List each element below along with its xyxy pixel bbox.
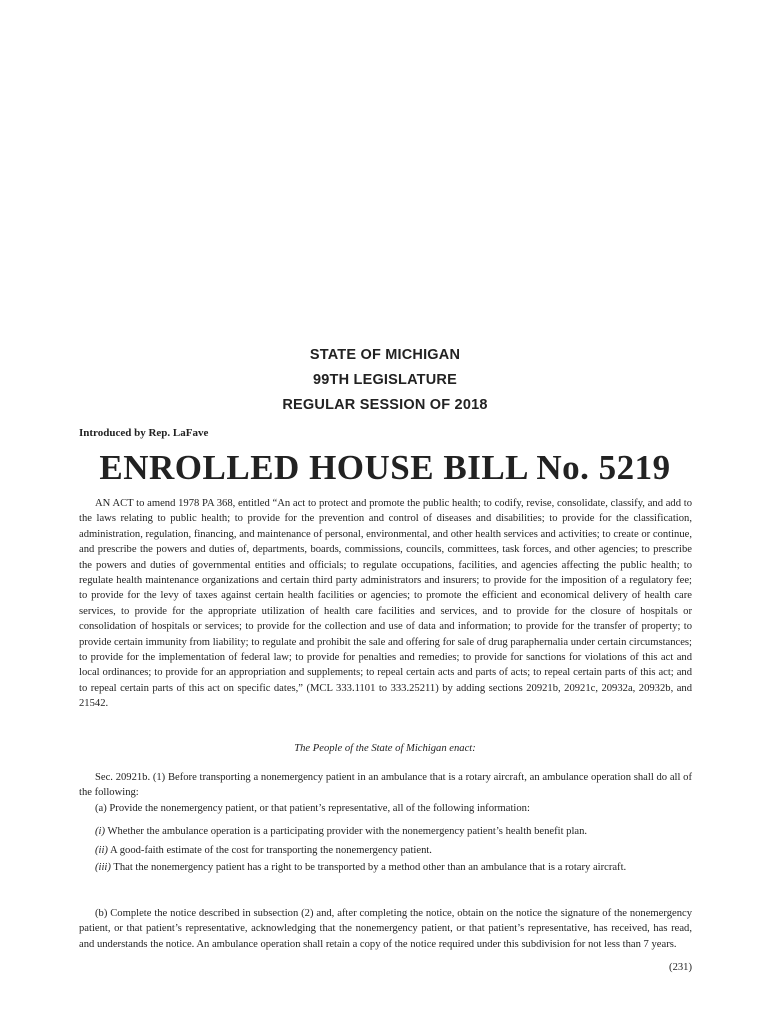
subparagraph-iii-text: That the nonemergency patient has a right to be transported by a method other than an ambulance that is a rotary aircraft. bbox=[110, 862, 627, 873]
subdivision-a: (a) Provide the nonemergency patient, or that patient’s representative, all of the following information: bbox=[95, 803, 530, 814]
subparagraph-i-text: Whether the ambulance operation is a participating provider with the nonemergency patient’s health benefit plan. bbox=[105, 826, 588, 837]
page-number: (231) bbox=[669, 962, 692, 973]
enacting-clause: The People of the State of Michigan enact: bbox=[294, 743, 476, 754]
subparagraph-i bbox=[79, 824, 692, 839]
act-title-paragraph: AN ACT to amend 1978 PA 368, entitled “An act to protect and promote the public health; to codify, revise, consolidate, classify, and add to the laws relating to public health; to provide for the prevention and control of diseases and disabilities; to provide for the classification, administration, regulation, financing, and maintenance of personal, environmental, and other health services and activities; to create or continue, and prescribe the powers and duties of, departments, boards, commissions, councils, committees, task forces, and other agencies; to prescribe the powers and duties of governmental entities and officials; to regulate occupations, facilities, and agencies affecting the public health; to regulate health maintenance organizations and certain third party administrators and insurers; to provide for the imposition of a regulatory fee; to provide for the levy of taxes against certain health facilities or agencies; to promote the efficient and economical delivery of health care services, to provide for the appropriate utilization of health care facilities and services, and to provide for the closure of hospitals or consolidation of hospitals or services; to provide for the collection and use of data and information; to provide for the transfer of property; to provide certain immunity from liability; to regulate and prohibit the sale and offering for sale of drug paraphernalia under certain circumstances; to provide for the implementation of federal law; to provide for penalties and remedies; to provide for sanctions for violations of this act and local ordinances; to provide for an appropriation and supplements; to repeal certain acts and parts of acts; to repeal certain parts of this act; and to repeal certain parts of this act on specific dates,” (MCL 333.1101 to 333.25211) by adding sections 20921b, 20921c, 20932a, 20932b, and 21542. bbox=[79, 498, 692, 710]
header-session: REGULAR SESSION OF 2018 bbox=[282, 397, 488, 413]
introduced-by: Introduced by Rep. LaFave bbox=[79, 427, 209, 439]
subparagraph-ii-number: (ii) bbox=[95, 845, 108, 856]
subdivision-b: (b) Complete the notice described in subsection (2) and, after completing the notice, obtain on the notice the signature of the nonemergency patient, or that patient’s representative, acknowledging that the nonemergency patient, or that patient’s representative, has received, has read, and understands the notice. An ambulance operation shall retain a copy of the notice required under this subdivision for not less than 7 years. bbox=[79, 908, 692, 950]
subparagraph-iii-number: (iii) bbox=[95, 862, 111, 873]
subparagraph-ii-text: A good-faith estimate of the cost for transporting the nonemergency patient. bbox=[107, 845, 432, 856]
subparagraph-i-number: (i) bbox=[95, 826, 105, 837]
bill-title: ENROLLED HOUSE BILL No. 5219 bbox=[99, 448, 671, 487]
header-state: STATE OF MICHIGAN bbox=[309, 347, 461, 363]
section-intro-paragraph: Sec. 20921b. (1) Before transporting a nonemergency patient in an ambulance that is a rotary aircraft, an ambulance operation shall do all of the following: bbox=[79, 772, 692, 799]
subparagraph-ii bbox=[79, 843, 692, 858]
subparagraph-iii bbox=[79, 860, 692, 875]
header-legislature: 99TH LEGISLATURE bbox=[313, 372, 457, 388]
